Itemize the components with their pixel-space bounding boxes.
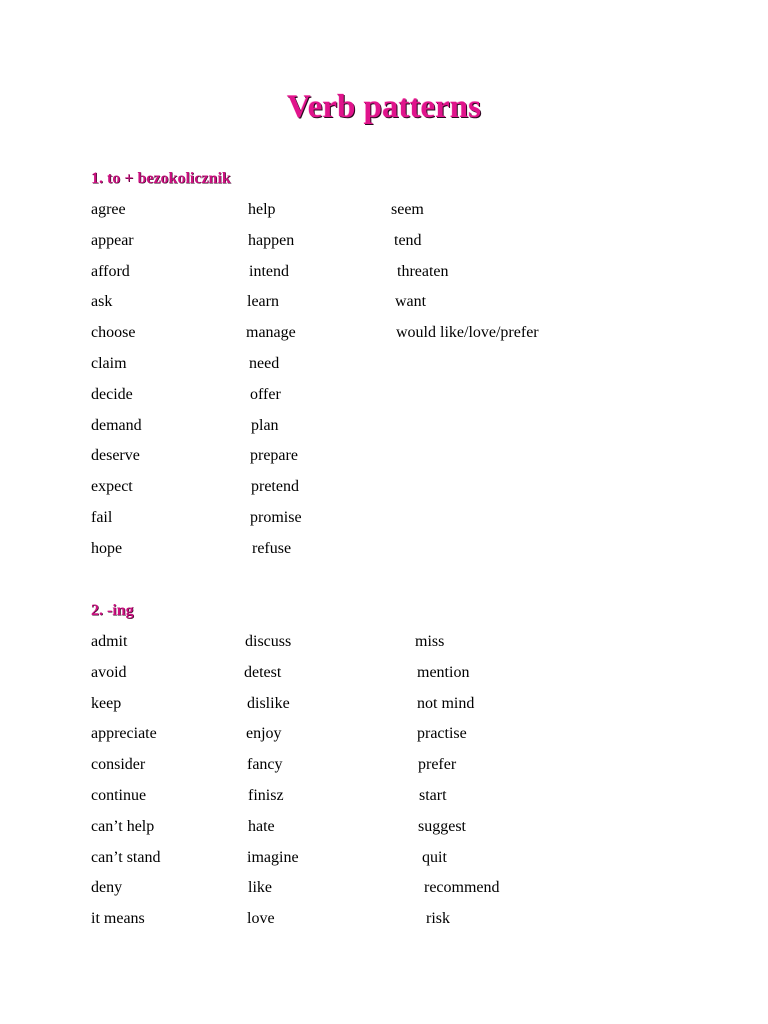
word-row xyxy=(0,231,768,262)
verb-col-2: plan xyxy=(251,416,279,434)
verb-col-2: learn xyxy=(247,293,279,311)
verb-col-1: afford xyxy=(91,262,130,280)
verb-col-2: need xyxy=(249,354,280,372)
word-row xyxy=(0,323,768,354)
verb-col-2: happen xyxy=(248,231,295,249)
verb-col-1: can’t stand xyxy=(91,848,161,866)
word-row xyxy=(0,817,768,848)
verb-col-3: miss xyxy=(415,633,445,650)
verb-col-1: choose xyxy=(91,324,136,342)
verb-col-1: appreciate xyxy=(91,725,157,743)
verb-col-2: offer xyxy=(250,385,281,403)
verb-col-3: prefer xyxy=(418,756,457,774)
word-row xyxy=(0,786,768,817)
verb-col-1: hope xyxy=(91,539,123,557)
word-row xyxy=(0,292,768,323)
verb-col-1: avoid xyxy=(91,663,127,681)
verb-col-2: pretend xyxy=(251,478,299,496)
word-row xyxy=(0,446,768,477)
verb-col-1: claim xyxy=(91,354,127,372)
word-row xyxy=(0,539,768,570)
verb-col-2: hate xyxy=(248,817,275,835)
word-row xyxy=(0,632,768,663)
verb-col-3: threaten xyxy=(397,262,449,280)
verb-col-2: finisz xyxy=(248,786,284,804)
verb-col-2: imagine xyxy=(247,848,299,866)
verb-col-3: tend xyxy=(394,231,422,249)
verb-col-1: fail xyxy=(91,508,113,526)
verb-col-3: mention xyxy=(417,663,470,681)
verb-col-2: discuss xyxy=(245,633,292,650)
verb-col-3: would like/love/prefer xyxy=(396,324,539,342)
verb-col-3: recommend xyxy=(424,879,500,897)
verb-col-3: risk xyxy=(426,910,450,928)
verb-col-2: refuse xyxy=(252,539,292,557)
word-row xyxy=(0,694,768,725)
page-title: Verb patterns xyxy=(286,89,482,125)
verb-col-1: admit xyxy=(91,633,128,650)
verb-col-3: practise xyxy=(417,725,467,743)
verb-col-2: manage xyxy=(246,324,296,342)
word-row xyxy=(0,508,768,539)
word-row xyxy=(0,416,768,447)
verb-col-2: fancy xyxy=(247,756,283,774)
verb-col-1: agree xyxy=(91,201,126,218)
word-row xyxy=(0,354,768,385)
word-row xyxy=(0,663,768,694)
verb-col-1: decide xyxy=(91,385,133,403)
word-row xyxy=(0,385,768,416)
word-row xyxy=(0,755,768,786)
verb-col-1: deny xyxy=(91,879,123,897)
word-row xyxy=(0,909,768,940)
verb-col-3: seem xyxy=(391,201,424,218)
word-row xyxy=(0,848,768,879)
verb-col-1: appear xyxy=(91,231,134,249)
section-heading-ing: 2. -ing xyxy=(91,602,134,619)
word-row xyxy=(0,200,768,231)
verb-col-3: want xyxy=(395,293,427,311)
word-list-to-infinitive xyxy=(0,200,768,570)
verb-col-3: suggest xyxy=(418,817,466,835)
verb-col-2: enjoy xyxy=(246,725,282,743)
verb-col-1: consider xyxy=(91,756,146,774)
word-row xyxy=(0,878,768,909)
verb-col-3: start xyxy=(419,786,447,804)
verb-col-1: can’t help xyxy=(91,817,155,835)
verb-col-2: promise xyxy=(250,508,302,526)
verb-col-3: quit xyxy=(422,848,447,866)
verb-col-2: intend xyxy=(249,262,289,280)
verb-col-2: detest xyxy=(244,663,282,681)
verb-col-2: like xyxy=(248,879,272,897)
verb-col-2: dislike xyxy=(247,694,290,712)
verb-col-1: continue xyxy=(91,786,147,804)
verb-col-1: keep xyxy=(91,694,122,712)
word-list-ing xyxy=(0,632,768,940)
verb-col-1: expect xyxy=(91,478,133,496)
verb-col-1: ask xyxy=(91,293,113,311)
verb-col-1: demand xyxy=(91,416,142,434)
word-row xyxy=(0,724,768,755)
verb-col-2: prepare xyxy=(250,447,298,465)
word-row xyxy=(0,262,768,293)
verb-col-3: not mind xyxy=(417,694,475,712)
word-row xyxy=(0,477,768,508)
verb-col-1: deserve xyxy=(91,447,140,465)
section-heading-to-infinitive: 1. to + bezokolicznik xyxy=(91,170,231,187)
verb-col-2: help xyxy=(248,201,276,218)
verb-col-1: it means xyxy=(91,910,145,928)
verb-col-2: love xyxy=(247,910,275,928)
